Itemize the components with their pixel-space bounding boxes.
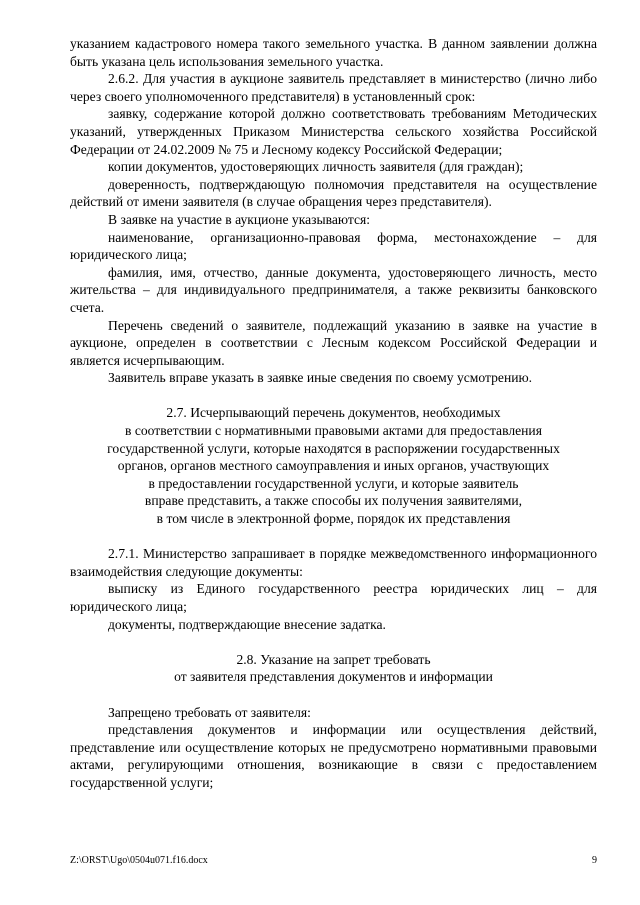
heading-line: в соответствии с нормативными правовыми актами для предоставления xyxy=(125,423,542,439)
heading-line: в том числе в электронной форме, порядок их представления xyxy=(156,511,511,527)
document-body xyxy=(70,35,597,792)
paragraph: 2.7.1. Министерство запрашивает в порядке межведомственного информационного взаимодействия следующие документы: xyxy=(70,546,597,579)
blank-line xyxy=(70,686,597,704)
blank-line xyxy=(70,633,597,651)
section-heading xyxy=(70,651,597,686)
footer-file-path: Z:\ORST\Ugo\0504u071.f16.docx xyxy=(70,855,208,866)
paragraph: 2.6.2. Для участия в аукционе заявитель представляет в министерство (лично либо через своего уполномоченного представителя) в установленный срок: xyxy=(70,71,597,104)
heading-line: 2.7. Исчерпывающий перечень документов, необходимых xyxy=(166,405,501,421)
paragraph: В заявке на участие в аукционе указываются: xyxy=(108,211,371,227)
heading-line: от заявителя представления документов и информации xyxy=(174,669,493,685)
heading-line: государственной услуги, которые находятся в распоряжении государственных xyxy=(107,440,560,456)
paragraph: копии документов, удостоверяющих личность заявителя (для граждан); xyxy=(108,159,524,175)
paragraph: фамилия, имя, отчество, данные документа, удостоверяющего личность, место жительства – для индивидуального предпринимателя, а также реквизиты банковского счета. xyxy=(70,264,597,315)
blank-line xyxy=(70,387,597,405)
heading-line: в предоставлении государственной услуги, и которые заявитель xyxy=(148,475,519,491)
paragraph: Перечень сведений о заявителе, подлежащий указанию в заявке на участие в аукционе, определен в соответствии с Лесным кодексом Российской Федерации и является исчерпывающим. xyxy=(70,317,597,368)
paragraph: наименование, организационно-правовая форма, местонахождение – для юридического лица; xyxy=(70,229,597,263)
paragraph: заявку, содержание которой должно соответствовать требованиям Методических указаний, утвержденных Приказом Министерства сельского хозяйства Российской Федерации от 24.02.2009 № 75 и Лесному кодексу Российской Федерации; xyxy=(70,106,597,157)
paragraph: доверенность, подтверждающую полномочия представителя на осуществление действий от имени заявителя (в случае обращения через представителя). xyxy=(70,176,597,210)
paragraph: выписку из Единого государственного реестра юридических лиц – для юридического лица; xyxy=(70,581,597,614)
heading-line: вправе представить, а также способы их получения заявителями, xyxy=(144,493,523,509)
paragraph: Заявитель вправе указать в заявке иные сведения по своему усмотрению. xyxy=(108,370,533,386)
blank-line xyxy=(70,528,597,546)
heading-line: 2.8. Указание на запрет требовать xyxy=(236,651,431,667)
paragraph: Запрещено требовать от заявителя: xyxy=(108,704,311,720)
heading-line: органов, органов местного самоуправления и иных органов, участвующих xyxy=(117,458,550,474)
paragraph: указанием кадастрового номера такого земельного участка. В данном заявлении должна быть указана цель использования земельного участка. xyxy=(70,36,597,69)
page-number: 9 xyxy=(592,855,597,866)
section-heading xyxy=(70,404,597,527)
paragraph: документы, подтверждающие внесение задатка. xyxy=(108,616,386,632)
paragraph: представления документов и информации или осуществления действий, представление или осуществление которых не предусмотрено нормативными правовыми актами, регулирующими отношения, возникающие в связи с предоставлением государственной услуги; xyxy=(70,722,597,790)
